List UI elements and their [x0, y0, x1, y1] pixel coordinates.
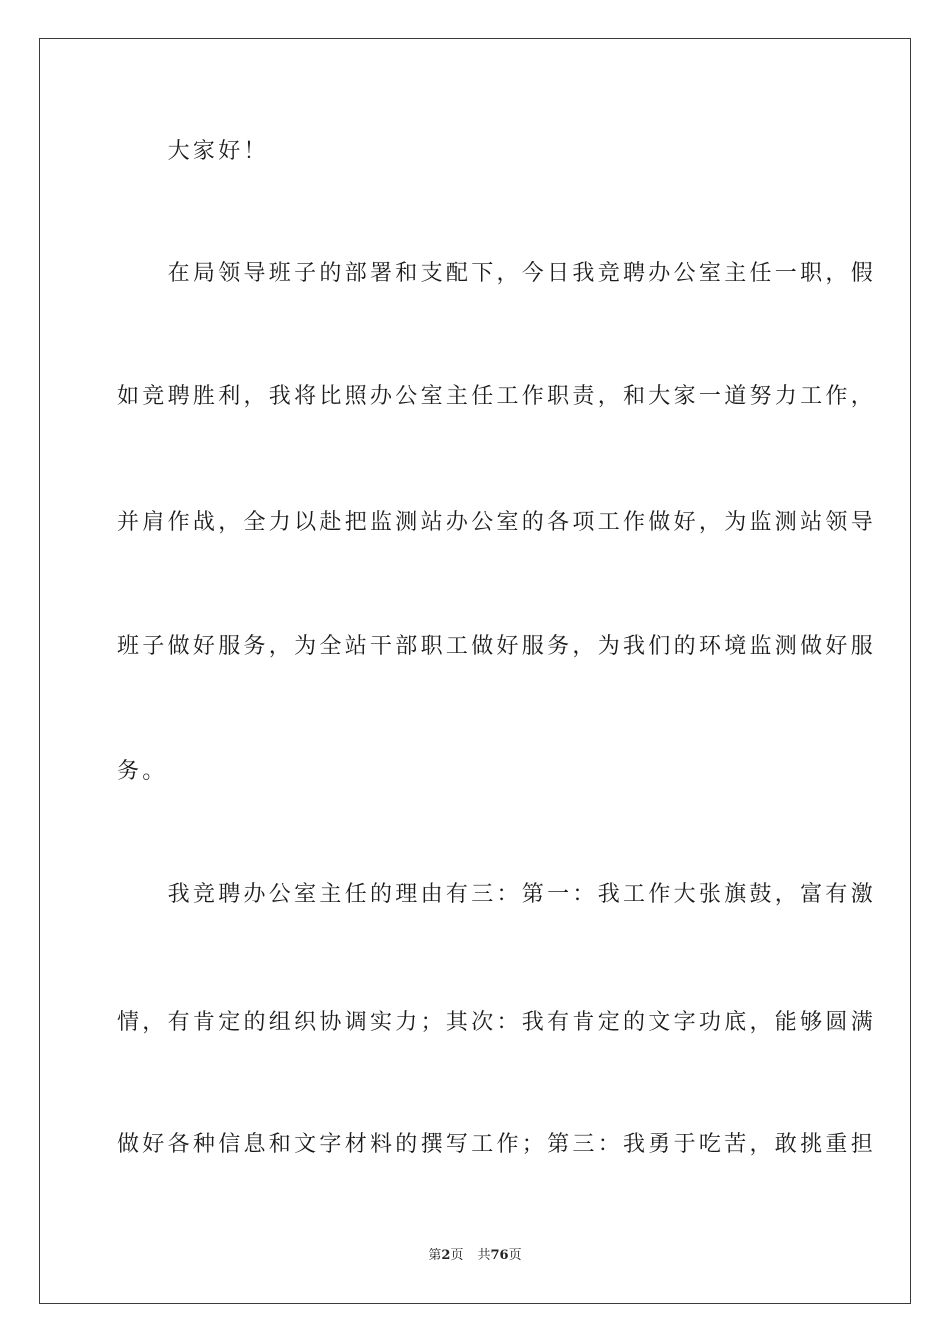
body-line-4: 班子做好服务，为全站干部职工做好服务，为我们的环境监测做好服: [117, 634, 877, 659]
body-line-3: 并肩作战，全力以赴把监测站办公室的各项工作做好，为监测站领导: [117, 510, 877, 535]
total-pages: 共76页: [477, 1248, 522, 1263]
page-number: 第2页: [428, 1248, 464, 1263]
page-footer: [0, 1246, 950, 1266]
body-line-2: 如竞聘胜利，我将比照办公室主任工作职责，和大家一道努力工作，: [117, 384, 877, 409]
page-frame: [39, 38, 911, 1304]
greeting-line: 大家好！: [117, 139, 269, 164]
body-line-8: 做好各种信息和文字材料的撰写工作；第三：我勇于吃苦，敢挑重担: [117, 1132, 877, 1157]
body-line-5: 务。: [117, 759, 168, 784]
body-line-6: 我竞聘办公室主任的理由有三：第一：我工作大张旗鼓，富有激: [117, 882, 877, 907]
body-line-7: 情，有肯定的组织协调实力；其次：我有肯定的文字功底，能够圆满: [117, 1010, 877, 1035]
body-line-1: 在局领导班子的部署和支配下，今日我竞聘办公室主任一职，假: [117, 261, 877, 286]
